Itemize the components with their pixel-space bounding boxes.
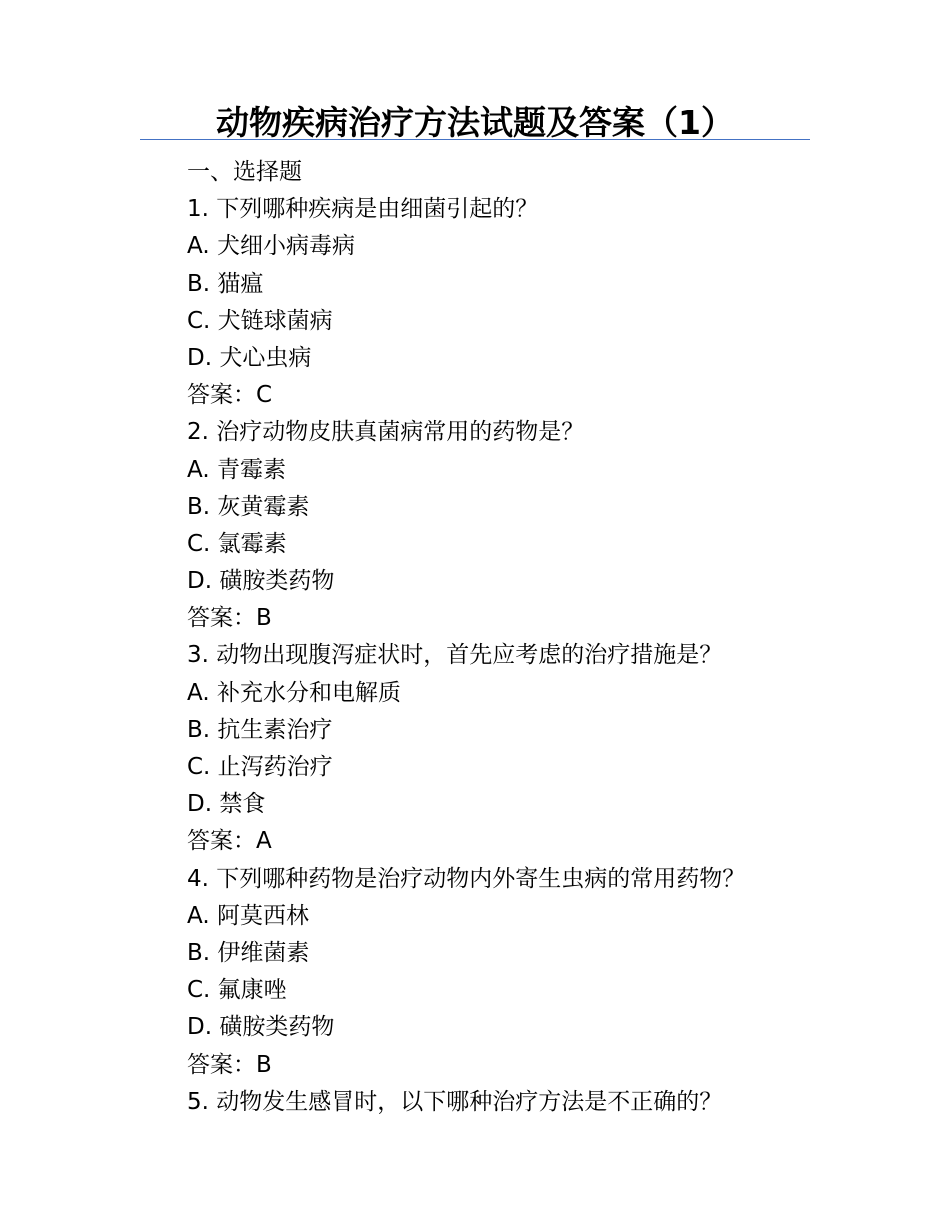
question-2 [187,414,827,637]
option-a: A. 青霉素 [187,456,286,483]
option-a: A. 犬细小病毒病 [187,233,355,260]
option-b: B. 灰黄霉素 [187,493,310,520]
question-stem: 4. 下列哪种药物是治疗动物内外寄生虫病的常用药物？ [187,865,746,892]
question-stem: 3. 动物出现腹泻症状时，首先应考虑的治疗措施是？ [187,642,723,669]
option-b: B. 猫瘟 [187,270,264,297]
option-c: C. 氟康唑 [187,977,287,1004]
option-b: B. 抗生素治疗 [187,716,333,743]
answer-line: 答案：C [187,382,273,409]
option-a: A. 补充水分和电解质 [187,679,401,706]
question-1 [187,191,827,414]
option-a: A. 阿莫西林 [187,902,309,929]
answer-line: 答案：B [187,605,272,632]
option-d: D. 犬心虫病 [187,344,312,371]
answer-line: 答案：B [187,1051,272,1078]
question-3 [187,637,827,860]
question-stem: 1. 下列哪种疾病是由细菌引起的？ [187,196,539,223]
option-c: C. 止泻药治疗 [187,754,333,780]
answer-line: 答案：A [187,828,272,855]
option-c: C. 犬链球菌病 [187,307,333,334]
option-d: D. 磺胺类药物 [187,568,335,595]
page-title: 动物疾病治疗方法试题及答案（1） [216,103,734,142]
section-heading: 一、选择题 [187,159,302,185]
option-c: C. 氯霉素 [187,530,287,557]
question-stem: 5. 动物发生感冒时，以下哪种治疗方法是不正确的？ [187,1088,723,1115]
option-d: D. 禁食 [187,791,266,818]
option-b: B. 伊维菌素 [187,939,310,966]
option-d: D. 磺胺类药物 [187,1014,335,1041]
question-4 [187,861,827,1084]
document-body [187,154,827,1121]
question-5 [187,1084,827,1121]
question-stem: 2. 治疗动物皮肤真菌病常用的药物是？ [187,419,585,446]
title-underline [140,139,810,140]
